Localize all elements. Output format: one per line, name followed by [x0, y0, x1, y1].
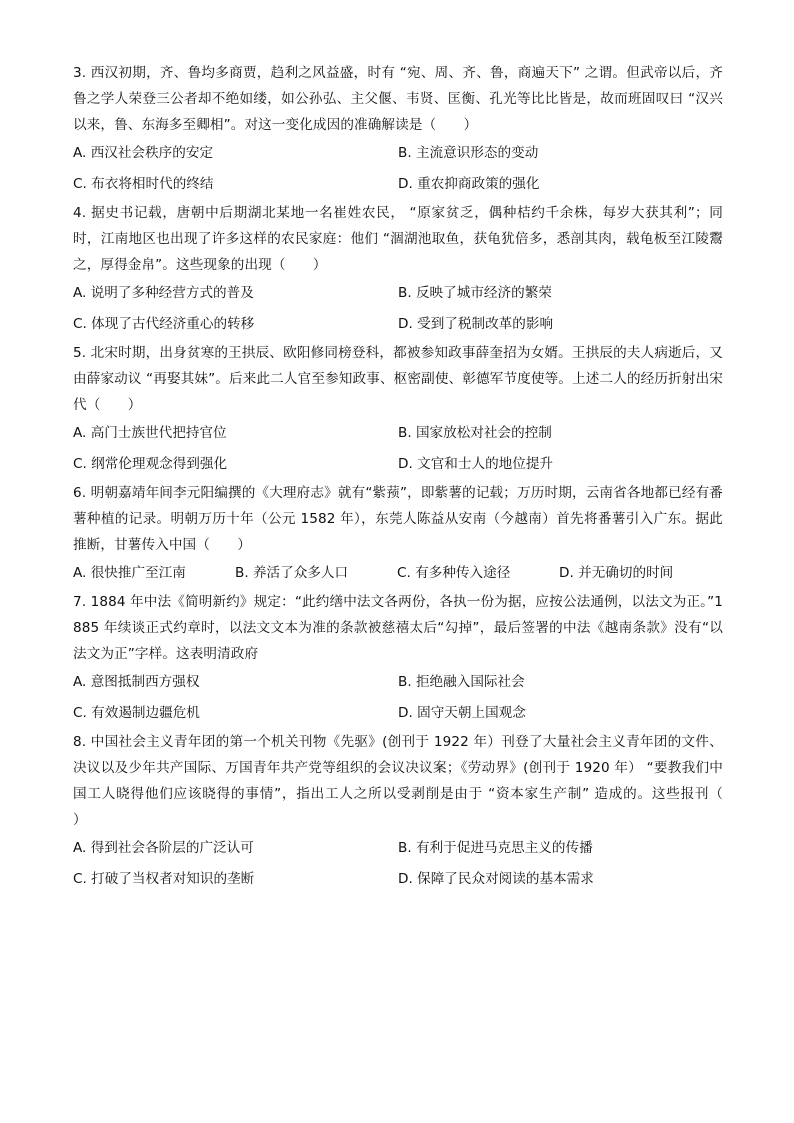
- option-list: [73, 138, 723, 200]
- option-a[interactable]: A. 高门士族世代把持官位: [73, 425, 227, 441]
- option-c[interactable]: C. 有多种传入途径: [397, 565, 511, 581]
- option-list: [73, 833, 723, 895]
- question-3: [73, 60, 723, 200]
- option-c[interactable]: C. 体现了古代经济重心的转移: [73, 316, 255, 332]
- option-b[interactable]: B. 有利于促进马克思主义的传播: [398, 840, 593, 856]
- option-d[interactable]: D. 受到了税制改革的影响: [398, 316, 554, 332]
- question-4: [73, 200, 723, 340]
- option-c[interactable]: C. 纲常伦理观念得到强化: [73, 456, 228, 472]
- option-a[interactable]: A. 意图抵制西方强权: [73, 674, 200, 690]
- question-stem: 7. 1884 年中法《简明新约》规定：“此约缮中法文各两份，各执一份为据，应按公法通例，以法文为正。”1885 年续谈正式约章时，以法文文本为准的条款被慈禧太后“勾掉”，最后签署的中法《越南条款》没有“以法文为正”字样。这表明清政府: [73, 594, 723, 662]
- option-b[interactable]: B. 国家放松对社会的控制: [398, 425, 552, 441]
- question-stem: 5. 北宋时期，出身贫寒的王拱辰、欧阳修同榜登科，都被参知政事薛奎招为女婿。王拱辰的夫人病逝后，又由薛家动议 “再娶其妹”。后来此二人官至参知政事、枢密副使、彰德军节度使等。上述二人的经历折射出宋代（ ）: [73, 345, 723, 413]
- option-a[interactable]: A. 西汉社会秩序的安定: [73, 145, 214, 161]
- exam-page: [73, 60, 751, 895]
- option-a[interactable]: A. 得到社会各阶层的广泛认可: [73, 840, 254, 856]
- option-c[interactable]: C. 有效遏制边疆危机: [73, 705, 200, 721]
- question-6: [73, 480, 723, 589]
- question-7: [73, 589, 723, 729]
- option-list: [73, 418, 723, 480]
- option-b[interactable]: B. 反映了城市经济的繁荣: [398, 285, 552, 301]
- option-a[interactable]: A. 说明了多种经营方式的普及: [73, 285, 254, 301]
- option-a[interactable]: A. 很快推广至江南: [73, 565, 186, 581]
- option-list: [73, 558, 723, 589]
- option-c[interactable]: C. 打破了当权者对知识的垄断: [73, 871, 255, 887]
- question-stem: 6. 明朝嘉靖年间李元阳编撰的《大理府志》就有“紫蓣”，即紫薯的记载；万历时期，云南省各地都已经有番薯种植的记录。明朝万历十年（公元 1582 年），东莞人陈益从安南（今越南）首先将番薯引入广东。据此推断，甘薯传入中国（ ）: [73, 485, 723, 553]
- question-stem: 4. 据史书记载，唐朝中后期湖北某地一名崔姓农民， “原家贫乏，偶种桔约千余株，每岁大获其利”；同时，江南地区也出现了许多这样的农民家庭：他们 “涸湖池取鱼，获龟犹倍多，悉剖其肉，载龟板至江陵鬻之，厚得金帛”。这些现象的出现（ ）: [73, 205, 723, 273]
- question-stem: 8. 中国社会主义青年团的第一个机关刊物《先驱》(创刊于 1922 年）刊登了大量社会主义青年团的文件、决议以及少年共产国际、万国青年共产党等组织的会议决议案；《劳动界》(创刊于 1920 年） “要教我们中国工人晓得他们应该晓得的事情”，指出工人之所以受剥削是由于 “资本家生产制” 造成的。这些报刊（ ）: [73, 734, 751, 828]
- option-d[interactable]: D. 文官和士人的地位提升: [398, 456, 554, 472]
- question-stem: 3. 西汉初期，齐、鲁均多商贾，趋利之风益盛，时有 “宛、周、齐、鲁，商遍天下” 之谓。但武帝以后，齐鲁之学人荣登三公者却不绝如缕，如公孙弘、主父偃、韦贤、匡衡、孔光等比比皆是，故而班固叹曰 “汉兴以来，鲁、东海多至卿相”。对这一变化成因的准确解读是（ ）: [73, 65, 723, 133]
- option-d[interactable]: D. 重农抑商政策的强化: [398, 176, 540, 192]
- option-b[interactable]: B. 主流意识形态的变动: [398, 145, 539, 161]
- question-5: [73, 340, 723, 480]
- option-d[interactable]: D. 保障了民众对阅读的基本需求: [398, 871, 594, 887]
- question-8: [73, 729, 751, 895]
- option-c[interactable]: C. 布衣将相时代的终结: [73, 176, 214, 192]
- option-d[interactable]: D. 并无确切的时间: [559, 565, 674, 581]
- option-d[interactable]: D. 固守天朝上国观念: [398, 705, 526, 721]
- option-b[interactable]: B. 养活了众多人口: [235, 565, 349, 581]
- option-b[interactable]: B. 拒绝融入国际社会: [398, 674, 525, 690]
- option-list: [73, 278, 723, 340]
- option-list: [73, 667, 723, 729]
